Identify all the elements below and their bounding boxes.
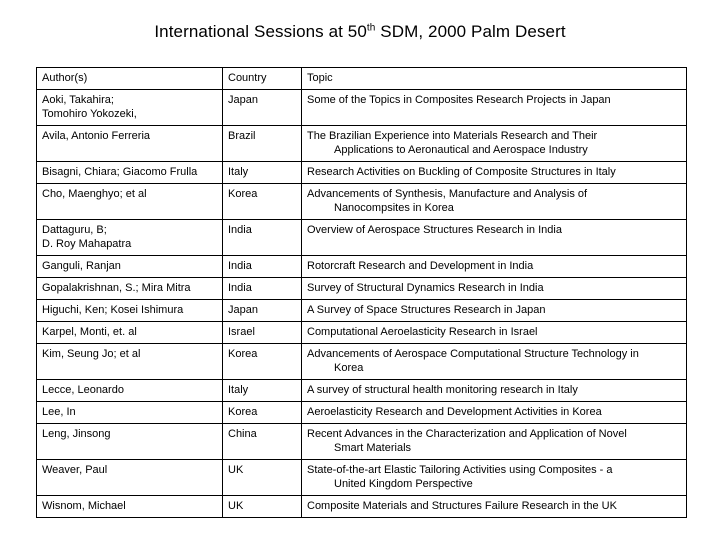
author-line: Avila, Antonio Ferreria	[42, 130, 151, 142]
topic-cell	[302, 496, 687, 518]
author-line: D. Roy Mahapatra	[42, 238, 132, 250]
topic-line: Computational Aeroelasticity Research in Israel	[307, 326, 538, 338]
author-cell	[37, 322, 223, 344]
author-cell	[37, 460, 223, 496]
topic-line: Rotorcraft Research and Development in India	[307, 260, 534, 272]
country-cell: Israel	[223, 322, 302, 344]
author-cell	[37, 184, 223, 220]
table-row	[37, 380, 687, 402]
topic-line: Some of the Topics in Composites Research Projects in Japan	[307, 94, 611, 106]
table-row	[37, 300, 687, 322]
author-cell	[37, 496, 223, 518]
author-line: Weaver, Paul	[42, 464, 108, 476]
table-row	[37, 90, 687, 126]
title-suffix: SDM, 2000 Palm Desert	[375, 22, 566, 41]
topic-cell	[302, 184, 687, 220]
topic-line: Survey of Structural Dynamics Research in India	[307, 282, 544, 294]
topic-cell	[302, 162, 687, 184]
author-cell	[37, 424, 223, 460]
country-cell: India	[223, 278, 302, 300]
author-line: Higuchi, Ken; Kosei Ishimura	[42, 304, 184, 316]
table-row	[37, 278, 687, 300]
author-line: Lecce, Leonardo	[42, 384, 124, 396]
country-cell: Korea	[223, 184, 302, 220]
topic-line: Composite Materials and Structures Failure Research in the UK	[307, 500, 617, 512]
table-body	[37, 90, 687, 518]
country-cell: Korea	[223, 402, 302, 424]
author-cell	[37, 402, 223, 424]
header-topic: Topic	[302, 68, 687, 90]
author-line: Ganguli, Ranjan	[42, 260, 121, 272]
author-line: Kim, Seung Jo; et al	[42, 348, 141, 360]
author-line: Karpel, Monti, et. al	[42, 326, 137, 338]
author-cell	[37, 126, 223, 162]
author-cell	[37, 380, 223, 402]
author-line: Aoki, Takahira;	[42, 94, 114, 106]
country-cell: India	[223, 220, 302, 256]
topic-cell	[302, 322, 687, 344]
sessions-table	[36, 67, 687, 518]
table-row	[37, 184, 687, 220]
header-author: Author(s)	[37, 68, 223, 90]
author-line: Lee, In	[42, 406, 76, 418]
topic-line: Advancements of Aerospace Computational Structure Technology in	[307, 348, 639, 360]
topic-cell	[302, 380, 687, 402]
country-cell: Italy	[223, 380, 302, 402]
table-row	[37, 344, 687, 380]
table-header-row	[37, 68, 687, 90]
topic-line: Overview of Aerospace Structures Research in India	[307, 224, 562, 236]
table-row	[37, 496, 687, 518]
topic-line: Aeroelasticity Research and Development Activities in Korea	[307, 406, 602, 418]
topic-line: Nanocompsites in Korea	[334, 202, 454, 214]
table-row	[37, 460, 687, 496]
header-country: Country	[223, 68, 302, 90]
author-line: Wisnom, Michael	[42, 500, 126, 512]
topic-cell	[302, 278, 687, 300]
table-row	[37, 162, 687, 184]
author-line: Gopalakrishnan, S.; Mira Mitra	[42, 282, 191, 294]
topic-line: Korea	[334, 362, 364, 374]
country-cell: Korea	[223, 344, 302, 380]
country-cell: India	[223, 256, 302, 278]
topic-cell	[302, 344, 687, 380]
author-cell	[37, 90, 223, 126]
topic-cell	[302, 424, 687, 460]
table-row	[37, 220, 687, 256]
topic-line: Advancements of Synthesis, Manufacture and Analysis of	[307, 188, 588, 200]
author-cell	[37, 162, 223, 184]
topic-cell	[302, 402, 687, 424]
title-prefix: International Sessions at 50	[154, 22, 367, 41]
author-line: Cho, Maenghyo; et al	[42, 188, 147, 200]
author-cell	[37, 256, 223, 278]
country-cell: Japan	[223, 300, 302, 322]
country-cell: UK	[223, 460, 302, 496]
author-cell	[37, 278, 223, 300]
author-line: Leng, Jinsong	[42, 428, 111, 440]
author-line: Dattaguru, B;	[42, 224, 107, 236]
topic-line: United Kingdom Perspective	[334, 478, 473, 490]
country-cell: UK	[223, 496, 302, 518]
author-line: Bisagni, Chiara; Giacomo Frulla	[42, 166, 198, 178]
topic-line: A survey of structural health monitoring research in Italy	[307, 384, 578, 396]
topic-cell	[302, 300, 687, 322]
table-row	[37, 256, 687, 278]
table-row	[37, 126, 687, 162]
page-title	[0, 22, 720, 42]
topic-cell	[302, 220, 687, 256]
title-superscript: th	[366, 22, 376, 34]
author-cell	[37, 300, 223, 322]
country-cell: Italy	[223, 162, 302, 184]
topic-line: A Survey of Space Structures Research in Japan	[307, 304, 546, 316]
topic-cell	[302, 126, 687, 162]
table-row	[37, 424, 687, 460]
topic-line: Research Activities on Buckling of Composite Structures in Italy	[307, 166, 616, 178]
topic-line: Smart Materials	[334, 442, 412, 454]
country-cell: Brazil	[223, 126, 302, 162]
country-cell: Japan	[223, 90, 302, 126]
topic-line: The Brazilian Experience into Materials Research and Their	[307, 130, 598, 142]
table-row	[37, 322, 687, 344]
author-cell	[37, 220, 223, 256]
topic-line: Applications to Aeronautical and Aerospace Industry	[334, 144, 588, 156]
country-cell: China	[223, 424, 302, 460]
table-row	[37, 402, 687, 424]
topic-cell	[302, 460, 687, 496]
topic-cell	[302, 90, 687, 126]
author-line: Tomohiro Yokozeki,	[42, 108, 137, 120]
topic-cell	[302, 256, 687, 278]
author-cell	[37, 344, 223, 380]
topic-line: State-of-the-art Elastic Tailoring Activities using Composites - a	[307, 464, 613, 476]
topic-line: Recent Advances in the Characterization and Application of Novel	[307, 428, 627, 440]
